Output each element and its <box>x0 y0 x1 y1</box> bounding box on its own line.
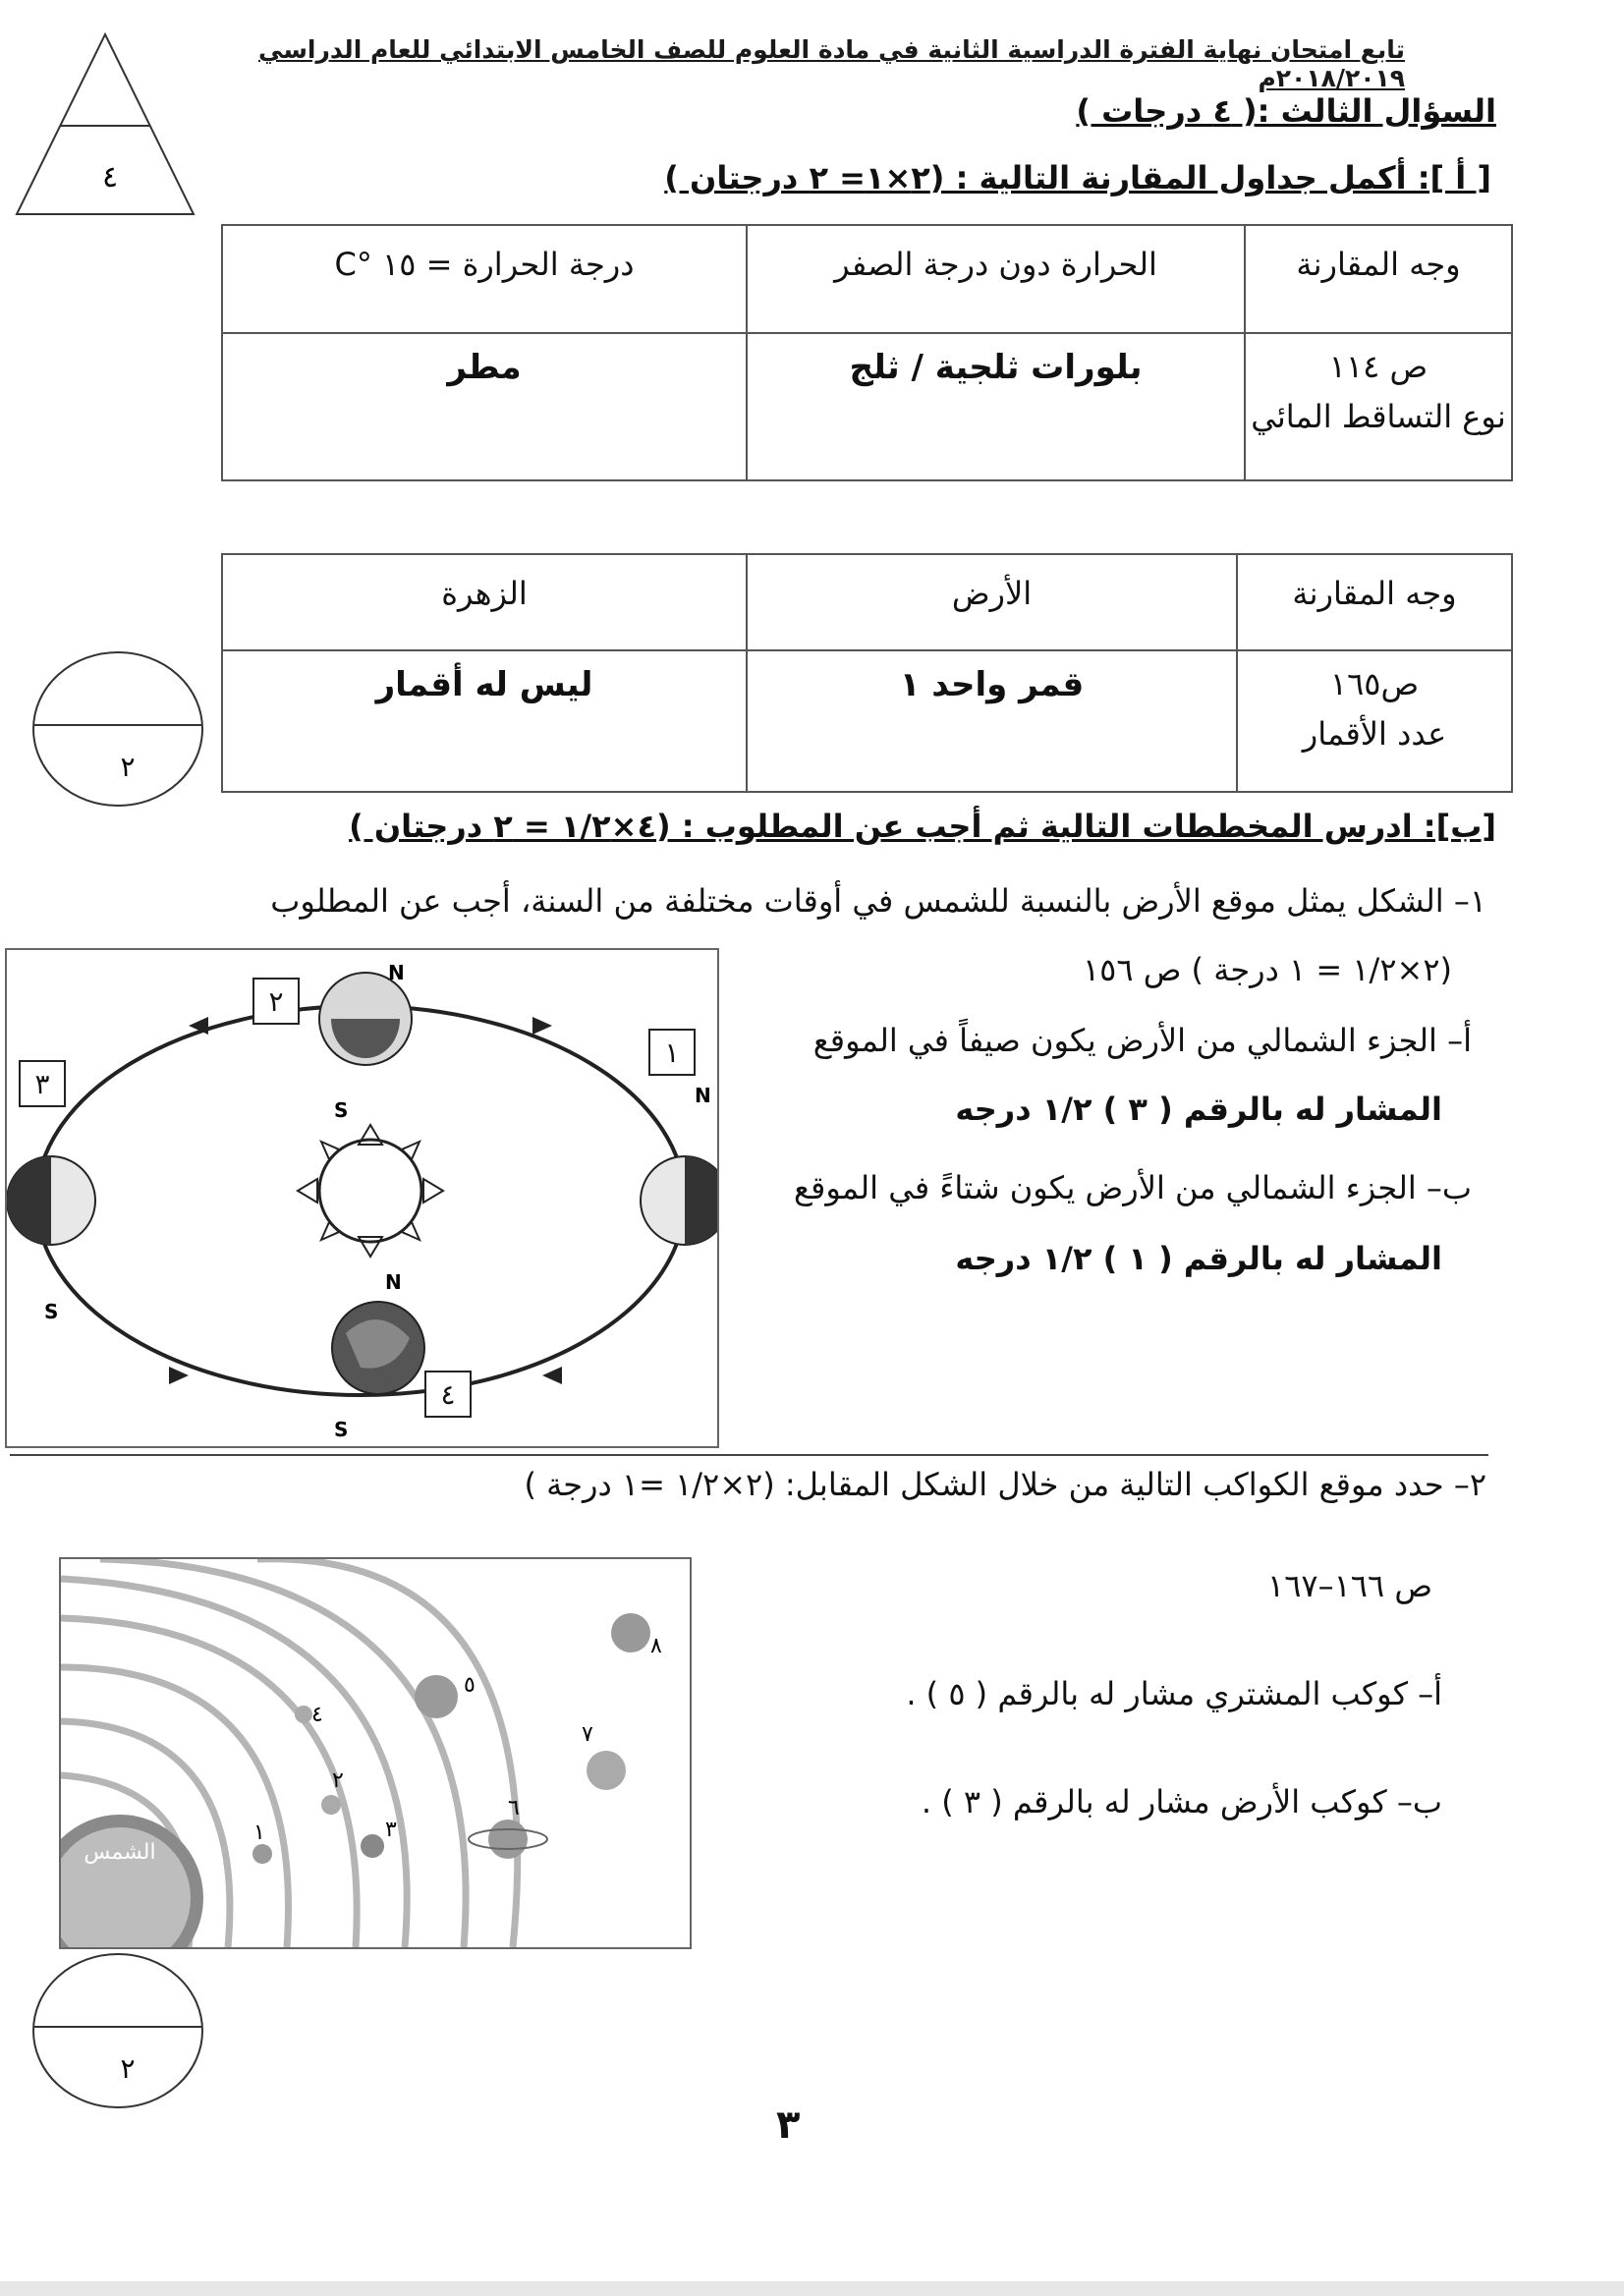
planet-label-6: ٦ <box>508 1796 520 1820</box>
comparison-table-1 <box>221 224 1513 481</box>
t1-header-below-zero: الحرارة دون درجة الصفر <box>747 225 1245 333</box>
question-title: السؤال الثالث :( ٤ درجات ) <box>1076 92 1496 130</box>
q1-text: ١– الشكل يمثل موقع الأرض بالنسبة للشمس في أوقات مختلفة من السنة، أجب عن المطلوب <box>270 882 1486 920</box>
q1-b-line2: المشار له بالرقم ( ١ ) ١/٢ درجه <box>955 1240 1442 1277</box>
page-number: ٣ <box>776 2102 801 2148</box>
q1-a-line1: أ– الجزء الشمالي من الأرض يكون صيفاً في الموقع <box>812 1022 1472 1059</box>
score-circle-1 <box>29 648 206 811</box>
t1-answer-snow: بلورات ثلجية / ثلج <box>747 333 1245 480</box>
t1-answer-rain: مطر <box>222 333 747 480</box>
planet-label-4: ٤ <box>311 1703 323 1727</box>
q2-text: ٢– حدد موقع الكواكب التالية من خلال الشكل المقابل: (٢×١/٢ =١ درجة ) <box>524 1466 1486 1503</box>
t2-row-moons-count: عدد الأقمار <box>1302 715 1447 754</box>
t1-row-label <box>1245 333 1512 480</box>
sun-label: الشمس <box>84 1840 156 1865</box>
planet-label-7: ٧ <box>582 1722 593 1747</box>
t2-header-aspect: وجه المقارنة <box>1237 554 1512 650</box>
orbit-pole-s-3: S <box>44 1300 59 1323</box>
section-divider <box>10 1454 1488 1456</box>
circle2-score-value: ٢ <box>120 2052 136 2085</box>
planet-label-5: ٥ <box>464 1673 476 1698</box>
triangle-score-value: ٤ <box>101 160 119 195</box>
t2-answer-venus-moons: ليس له أقمار <box>222 650 747 792</box>
t2-row-label <box>1237 650 1512 792</box>
t1-row-page-ref: ص ١١٤ <box>1328 348 1428 385</box>
comparison-table-2 <box>221 553 1513 793</box>
orbit-pole-s-2: S <box>334 1098 349 1122</box>
orbit-label-4: ٤ <box>424 1371 472 1418</box>
orbit-diagram <box>7 950 717 1446</box>
score-circle-2 <box>29 1950 206 2112</box>
t1-header-temp-15: درجة الحرارة = ١٥ °C <box>222 225 747 333</box>
score-triangle <box>12 29 198 221</box>
t2-header-earth: الأرض <box>747 554 1237 650</box>
orbit-pole-n-2: N <box>388 961 405 984</box>
t1-header-aspect: وجه المقارنة <box>1245 225 1512 333</box>
t2-header-venus: الزهرة <box>222 554 747 650</box>
earth-orbit-figure <box>5 948 719 1448</box>
footer-bar <box>0 2281 1624 2296</box>
orbit-label-2: ٢ <box>252 978 300 1025</box>
planet-label-2: ٢ <box>332 1768 344 1793</box>
planet-label-1: ١ <box>253 1820 265 1845</box>
part-a-title: [ أ ]: أكمل جداول المقارنة التالية : (٢×١= ٢ درجتان ) <box>664 159 1491 196</box>
q2-answer-earth: ب– كوكب الأرض مشار له بالرقم ( ٣ ) . <box>921 1783 1442 1820</box>
solar-system-figure <box>59 1557 692 1949</box>
orbit-label-1: ١ <box>648 1029 696 1076</box>
q1-a-line2: المشار له بالرقم ( ٣ ) ١/٢ درجه <box>955 1091 1442 1128</box>
orbit-label-3: ٣ <box>19 1060 66 1107</box>
t1-row-precip-type: نوع التساقط المائي <box>1251 398 1506 436</box>
q1-marks: (٢×١/٢ = ١ درجة ) ص ١٥٦ <box>1082 951 1452 988</box>
q2-page-ref: ص ١٦٦–١٦٧ <box>1267 1567 1432 1604</box>
q1-b-line1: ب– الجزء الشمالي من الأرض يكون شتاءً في الموقع <box>794 1169 1472 1206</box>
planet-label-8: ٨ <box>650 1634 662 1658</box>
solar-system-diagram <box>61 1559 690 1947</box>
orbit-pole-n-4: N <box>385 1270 402 1294</box>
t2-row-page-ref: ص١٦٥ <box>1329 665 1420 702</box>
part-b-title: [ب]: ادرس المخططات التالية ثم أجب عن المطلوب : (٤×١/٢ = ٢ درجتان ) <box>349 808 1496 845</box>
t2-answer-earth-moon: قمر واحد ١ <box>747 650 1237 792</box>
planet-label-3: ٣ <box>385 1818 397 1842</box>
q2-answer-jupiter: أ– كوكب المشتري مشار له بالرقم ( ٥ ) . <box>906 1675 1442 1712</box>
circle1-score-value: ٢ <box>120 751 136 783</box>
exam-header: تابع امتحان نهاية الفترة الدراسية الثانية في مادة العلوم للصف الخامس الابتدائي للعام الدراسي ٢٠١٨/٢٠١٩م <box>258 35 1405 92</box>
orbit-pole-s-4: S <box>334 1418 349 1441</box>
orbit-pole-n-1: N <box>695 1084 711 1107</box>
